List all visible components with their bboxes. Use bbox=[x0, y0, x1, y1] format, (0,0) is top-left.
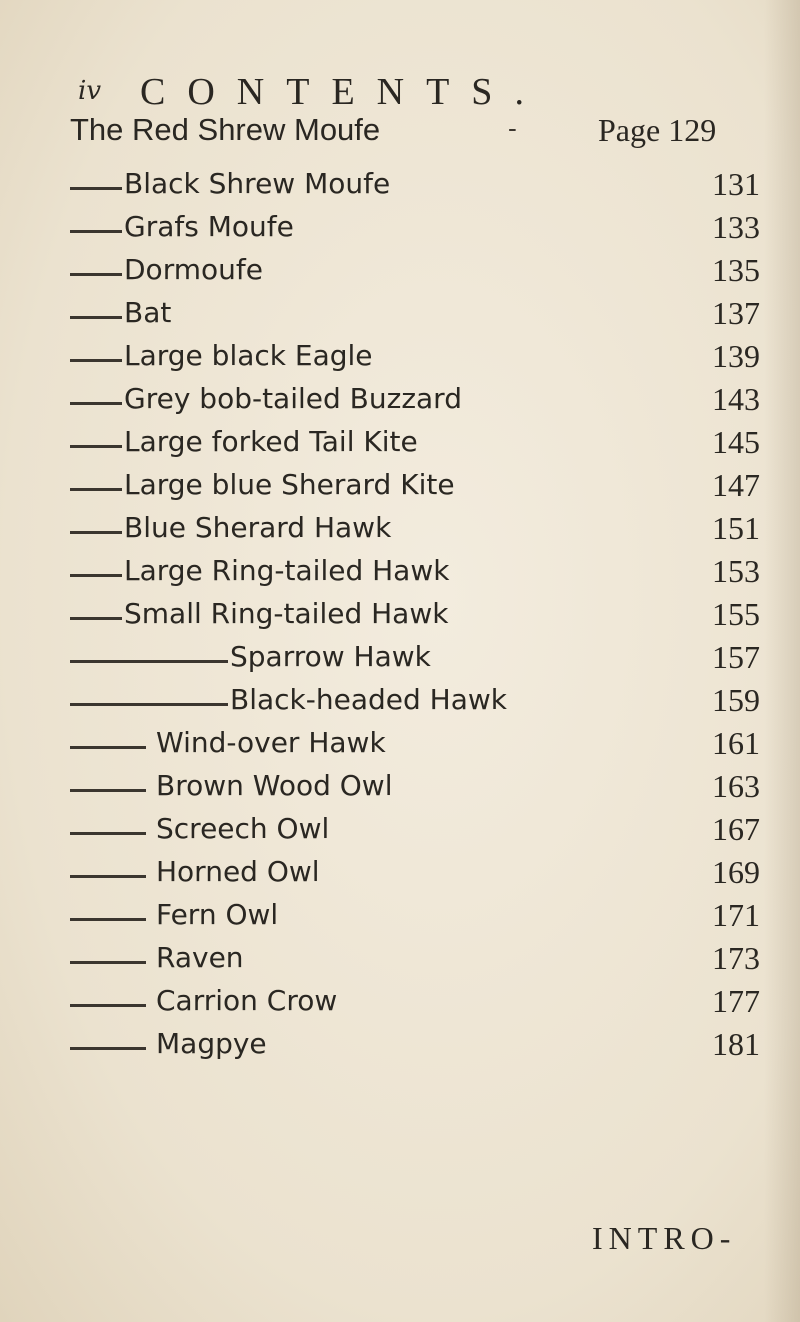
toc-entry-label: Wind-over Hawk bbox=[156, 726, 386, 759]
ditto-dash bbox=[70, 445, 122, 448]
toc-entry-label: Large black Eagle bbox=[124, 339, 373, 372]
toc-entry-label: The Red Shrew Moufe bbox=[70, 112, 381, 147]
toc-page-number: 137 bbox=[712, 295, 760, 331]
toc-row bbox=[0, 468, 800, 508]
toc-entry-label: Magpye bbox=[156, 1027, 267, 1060]
page-header bbox=[78, 70, 638, 113]
toc-entry-label: Sparrow Hawk bbox=[230, 640, 431, 673]
ditto-dash bbox=[70, 316, 122, 319]
ditto-dash bbox=[70, 746, 146, 749]
toc-entry-label: Screech Owl bbox=[156, 812, 330, 845]
ditto-dash bbox=[70, 488, 122, 491]
toc-row bbox=[0, 210, 800, 250]
toc-entry-label: Black-headed Hawk bbox=[230, 683, 507, 716]
toc-page-number: 169 bbox=[712, 854, 760, 890]
toc-row bbox=[0, 597, 800, 637]
toc-page-number: 139 bbox=[712, 338, 760, 374]
folio-number: iv bbox=[78, 76, 102, 106]
ditto-dash bbox=[70, 359, 122, 362]
toc-row bbox=[0, 511, 800, 551]
toc-row bbox=[0, 984, 800, 1024]
toc-entry-label: Fern Owl bbox=[156, 898, 279, 931]
toc-entry-label: Bat bbox=[124, 296, 172, 329]
ditto-dash bbox=[70, 187, 122, 190]
ditto-dash bbox=[70, 531, 122, 534]
ditto-dash bbox=[70, 1047, 146, 1050]
toc-row bbox=[0, 167, 800, 207]
toc-entry-label: Large blue Sherard Kite bbox=[124, 468, 455, 501]
toc-page-number: 143 bbox=[712, 381, 760, 417]
toc-entry-label: Large Ring-tailed Hawk bbox=[124, 554, 450, 587]
toc-row bbox=[0, 1027, 800, 1067]
toc-entry-label: Carrion Crow bbox=[156, 984, 338, 1017]
toc-page-number: 161 bbox=[712, 725, 760, 761]
toc-entry-label: Dormoufe bbox=[124, 253, 263, 286]
toc-row bbox=[0, 855, 800, 895]
ditto-dash bbox=[70, 832, 146, 835]
toc-entry-label: Grey bob-tailed Buzzard bbox=[124, 382, 462, 415]
toc-row bbox=[0, 339, 800, 379]
toc-page-number: 155 bbox=[712, 596, 760, 632]
toc-page-number: 167 bbox=[712, 811, 760, 847]
toc-row bbox=[0, 726, 800, 766]
toc-page-number: 151 bbox=[712, 510, 760, 546]
toc-page-number: 181 bbox=[712, 1026, 760, 1062]
toc-page-number: 157 bbox=[712, 639, 760, 675]
toc-entry-label: Horned Owl bbox=[156, 855, 320, 888]
ditto-dash bbox=[70, 703, 228, 706]
toc-page-number: 147 bbox=[712, 467, 760, 503]
toc-row bbox=[0, 941, 800, 981]
toc-row bbox=[0, 683, 800, 723]
toc-page-number: 153 bbox=[712, 553, 760, 589]
toc-page-number: 135 bbox=[712, 252, 760, 288]
toc-row bbox=[0, 296, 800, 336]
toc-page-number: 145 bbox=[712, 424, 760, 460]
toc-row bbox=[0, 769, 800, 809]
running-title: CONTENTS. bbox=[140, 71, 546, 113]
catchword: INTRO- bbox=[592, 1220, 737, 1256]
ditto-dash bbox=[70, 961, 146, 964]
toc-row bbox=[0, 554, 800, 594]
toc-page-number: 173 bbox=[712, 940, 760, 976]
toc-entry-label: Brown Wood Owl bbox=[156, 769, 393, 802]
ditto-dash bbox=[70, 574, 122, 577]
toc-entry-label: Grafs Moufe bbox=[124, 210, 294, 243]
toc-entry-label: Small Ring-tailed Hawk bbox=[124, 597, 449, 630]
toc-entry-label: Blue Sherard Hawk bbox=[124, 511, 392, 544]
ditto-dash bbox=[70, 230, 122, 233]
toc-row bbox=[0, 253, 800, 293]
toc-row bbox=[0, 640, 800, 680]
toc-row bbox=[0, 898, 800, 938]
toc-row bbox=[0, 425, 800, 465]
ditto-dash bbox=[70, 1004, 146, 1007]
toc-page-number: 171 bbox=[712, 897, 760, 933]
toc-page-number: 159 bbox=[712, 682, 760, 718]
ditto-dash bbox=[70, 617, 122, 620]
ditto-dash bbox=[70, 402, 122, 405]
toc-leader: - bbox=[508, 114, 517, 144]
ditto-dash bbox=[70, 875, 146, 878]
toc-page-heading: Page 129 bbox=[598, 112, 717, 148]
toc-row bbox=[0, 812, 800, 852]
ditto-dash bbox=[70, 660, 228, 663]
toc-entry-label: Raven bbox=[156, 941, 244, 974]
toc-page-number: 133 bbox=[712, 209, 760, 245]
ditto-dash bbox=[70, 918, 146, 921]
toc-entry-label: Black Shrew Moufe bbox=[124, 167, 391, 200]
toc-page-number: 177 bbox=[712, 983, 760, 1019]
toc-page-number: 163 bbox=[712, 768, 760, 804]
ditto-dash bbox=[70, 789, 146, 792]
ditto-dash bbox=[70, 273, 122, 276]
toc-row bbox=[0, 382, 800, 422]
toc-page-number: 131 bbox=[712, 166, 760, 202]
toc-entry-label: Large forked Tail Kite bbox=[124, 425, 418, 458]
